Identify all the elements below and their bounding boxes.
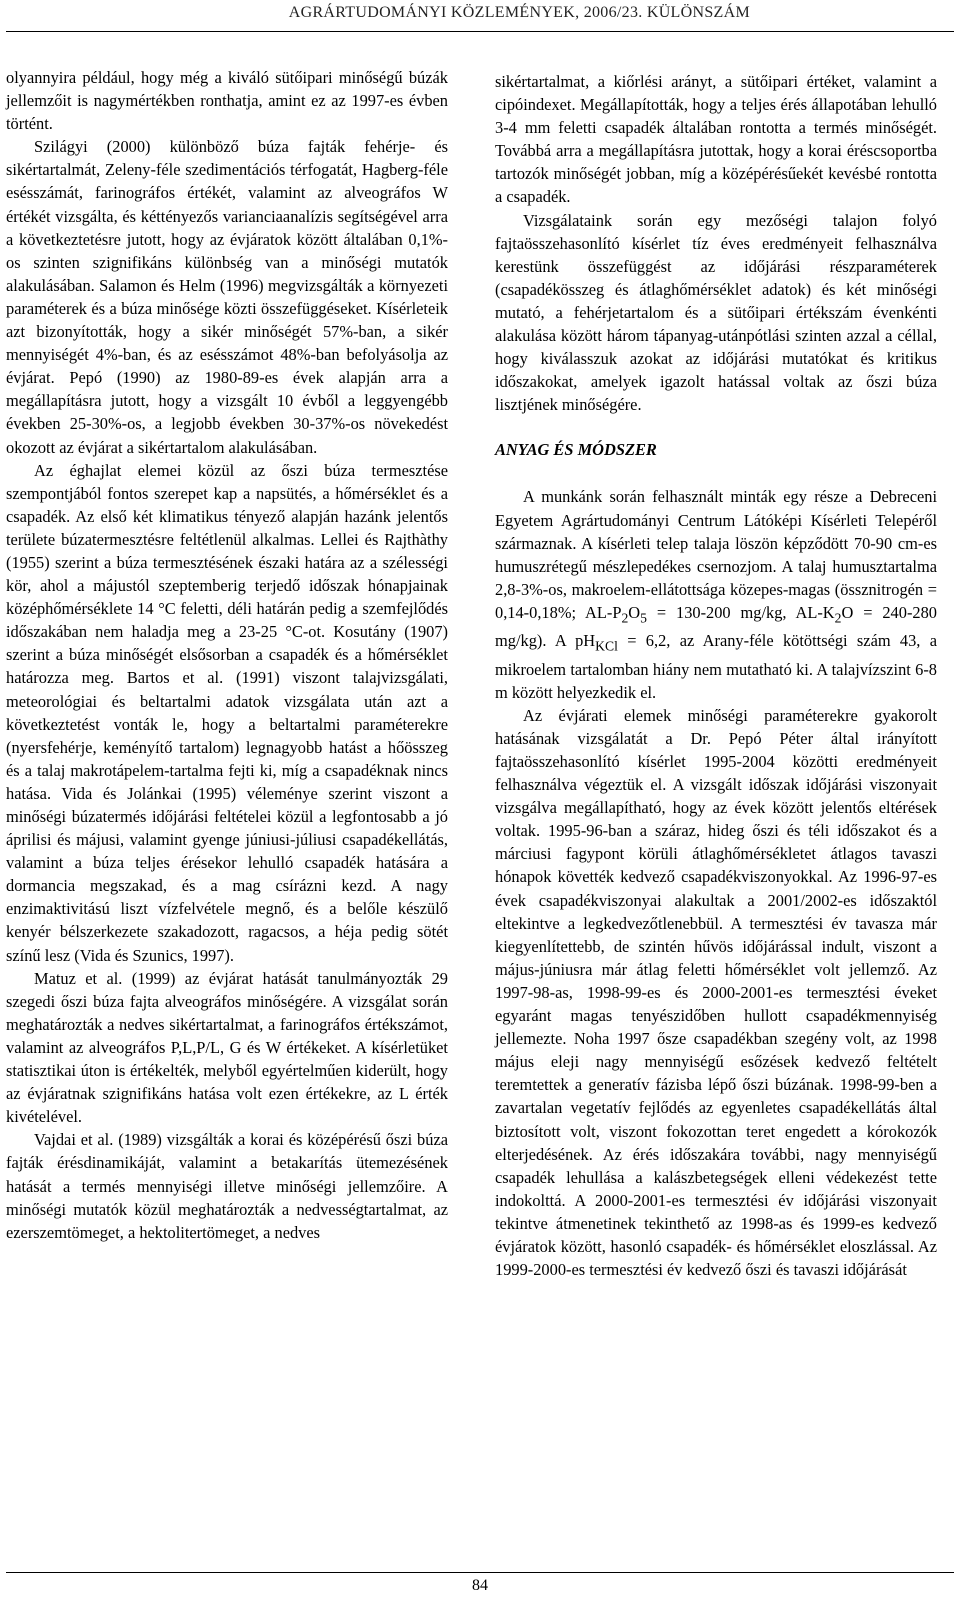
subscript: 2 xyxy=(834,610,842,626)
subscript: KCl xyxy=(595,638,618,654)
page-number: 84 xyxy=(472,1577,488,1594)
paragraph: Az évjárati elemek minőségi paraméterekre gyakorolt hatásának vizsgálatát a Dr. Pepó Péter által irányított fajtaösszehasonlító kísérlet 1995-2004 közötti eredményeit felhasználva végeztük el. A vizsgált időszak időjárási viszonyait vizsgálva megállapítható, hogy az évek között jelentős eltérések voltak. 1995-96-ban a száraz, hideg őszi és téli időszakot és a márciusi fagypont körüli átlaghőmérsékletet átlagos tavaszi hónapok követték kedvező csapadékviszonyokkal. Az 1996-97-es évek csapadékviszonyai alakultak a 2001/2002-es időszaktól eltekintve a legkedvezőtlenebbül. A termesztési év tavasza már kiegyenlítettebb, de szintén hűvös időjárással indult, viszont a május-júniusra már átlag feletti hőmérséklet volt jellemző. Az 1997-98-as, 1998-99-es és 2000-2001-es termesztési éveket egyaránt magas tenyészidőben hullott csapadékmennyiség jellemezte. Noha 1997 ősze csapadékban szegény volt, az 1998 május eleji nagy mennyiségű esőzések kedvező feltételt teremtettek a generatív fázisba lépő őszi búzának. 1998-99-ben a zavartalan vegetatív fejlődés az egyenletes csapadékellátás által biztosított volt, viszont fokozottan teret engedett a kórokozók elterjedésének. Az érés időszakára további, nagy mennyiségű csapadék lehullása a kalászbetegségek elleni védekezést tette indokolttá. A 2000-2001-es termesztési év időjárási viszonyait tekintve átmenetinek tekinthető az 1998-as és 1999-es kedvező évjáratok között, hasonló csapadék- és hőmérséklet eloszlással. Az 1999-2000-es termesztési év kedvező őszi és tavaszi időjárását xyxy=(495,705,937,1280)
paragraph: sikértartalmat, a kiőrlési arányt, a sütőipari értéket, valamint a cipóindexet. Megállapították, hogy a teljes érés állapotában lehulló 3-4 mm feletti csapadék általában rontotta a termés minőségét. Továbbá arra a megállapításra jutottak, hogy a korai éréscsoportba tartozók minőségét jobban, míg a középérésűekét kevésbé rontotta a csapadék. xyxy=(495,72,937,207)
paragraph: Vizsgálataink során egy mezőségi talajon folyó fajtaösszehasonlító kísérlet tíz éves eredményeit felhasználva kerestünk összefüggést az időjárási részparaméterek (csapadékösszeg és átlaghőmérséklet adatok) és két minőségi mutató, a fehérjetartalom és a sütőipari értékszám évenkénti alakulása között három tápanyag-utánpótlási szinten azzal a céllal, hogy kiválasszuk azokat az időjárási mutatókat és kritikus időszakokat, amelyek igazolt hatással voltak az őszi búza lisztjének minőségére. xyxy=(495,210,937,415)
paragraph: olyannyira például, hogy még a kiváló sütőipari minőségű búzák jellemzőit is nagymértékben ronthatja, amint ez az 1997-es évben történt. xyxy=(6,68,448,134)
paragraph: Matuz et al. (1999) az évjárat hatását tanulmányozták 29 szegedi őszi búza fajta alveográfos minőségére. A vizsgálat során meghatározták a nedves sikértartalmat, a farinográfos értékszámot, valamint az alveográfos P,L,P/L, G és W értékeket. A kísérletüket statisztikai úton is értékelték, melyből egyértelműen kiderült, hogy az évjáratnak szignifikáns hatása volt ezen értékekre, az L érték kivételével. xyxy=(6,968,448,1127)
paragraph: Az éghajlat elemei közül az őszi búza termesztése szempontjából fontos szerepet kap a napsütés, a hőmérséklet és a csapadék. Az első két klimatikus tényező alapján hazánk jelentős területe búzatermesztésre feltétlenül alkalmas. Lellei és Rajthàthy (1955) szerint a búza termesztésének északi határa az a szélességi kör, ahol a májustól szeptemberig terjedő időszak hónapjainak középhőmérséklete 14 °C feletti, déli határán pedig a szemfejlődés időszakában nem haladja meg a 23-25 °C-ot. Kosutány (1907) szerint a búza minőségét elsősorban a csapadék és a hőmérséklet határozza meg. Bartos et al. (1991) viszont talajvizsgálati, meteorológiai és beltartalmi adatok vizsgálata után azt a következtetést vonták le, hogy a beltartalmi paraméterekre (nyersfehérje, keményítő tartalom) legnagyobb hatást a hőösszeg és a talaj makrotápelem-tartalma fejti ki, míg a csapadéknak nincs hatása. Vida és Jolánkai (1995) véleménye szerint viszont a minőségi búzatermés időjárási feltételei közül a legfontosabb a jó áprilisi és májusi, valamint gyenge júniusi-júliusi csapadékellátás, valamint a búza teljes érésekor lehulló csapadék hatására a dormancia megszakad, és a mag csírázni kezd. A nagy enzimaktivitású liszt vízfelvétele megnő, és a belőle készülő kenyér bélszerkezete szakadozott, ragacsos, a héja pedig sötét színű lesz (Vida és Szunics, 1997). xyxy=(6,460,448,965)
text-run: O xyxy=(628,602,641,622)
running-title: AGRÁRTUDOMÁNYI KÖZLEMÉNYEK, 2006/23. KÜLÖNSZÁM xyxy=(288,4,750,21)
text-run: = 130-200 mg/kg, AL-K xyxy=(646,602,835,622)
text-run: O = 240-280 mg/kg). A pH xyxy=(495,602,937,651)
footer-rule xyxy=(6,1572,954,1573)
header-rule xyxy=(6,31,954,32)
paragraph: Vajdai et al. (1989) vizsgálták a korai és középérésű őszi búza fajták érésdinamikáját, valamint a betakarítás ütemezésének hatását a termés mennyiségi illetve minőségi jellemzőire. A minőségi mutatók közül meghatározták a nedvességtartalmat, az ezerszemtömeget, a hektolitertömeget, a nedves xyxy=(6,1130,448,1242)
left-column xyxy=(6,66,448,1244)
text-run: = 6,2, az Arany-féle kötöttségi szám 43, a mikroelem tartalomban hiány nem mutatható ki. A talajvízszint 6-8 m között helyezkedik el. xyxy=(495,631,937,702)
section-heading: ANYAG ÉS MÓDSZER xyxy=(495,440,657,460)
subscript: 5 xyxy=(640,610,647,626)
paragraph xyxy=(495,485,937,703)
subscript: 2 xyxy=(621,610,629,626)
right-column xyxy=(495,70,937,1281)
paragraph: Szilágyi (2000) különböző búza fajták fehérje- és sikértartalmát, Zeleny-féle szedimentációs térfogatát, Hagberg-féle esésszámát, farinográfos értékét, valamint az alveográfos W értékét vizsgálta, és kéttényezős varianciaanalízis segítségével arra a következtetésre jutott, hogy az évjáratok között általában 0,1%-os szinten szignifikáns különbség van a minőségi mutatók alakulásában. Salamon és Helm (1996) megvizsgálták a környezeti paraméterek és a búza minősége közti összefüggéseket. Kísérleteik azt bizonyították, hogy a sikér minőségét 57%-ban, a sikér mennyiségét 4%-ban, és az esésszámot 48%-ban befolyásolja az évjárat. Pepó (1990) az 1980-89-es évek alapján arra a megállapításra jutott, hogy a vizsgált 10 évből a leggyengébb években 25-30%-os, a legjobb években 30-37%-os növekedést okozott az évjárat a sikértartalom alakulásában. xyxy=(6,137,448,457)
text-run: A munkánk során felhasznált minták egy része a Debreceni Egyetem Agrártudományi Centrum Látóképi Kísérleti Telepéről származnak. A kísérleti telep talaja löszön képződött 70-90 cm-es humuszrétegű mészlepedékes csernozjom. A talaj humusztartalma 2,8-3%-os, makroelem-ellátottsága közepes-magas (össznitrogén = 0,14-0,18%; AL-P xyxy=(495,487,937,622)
